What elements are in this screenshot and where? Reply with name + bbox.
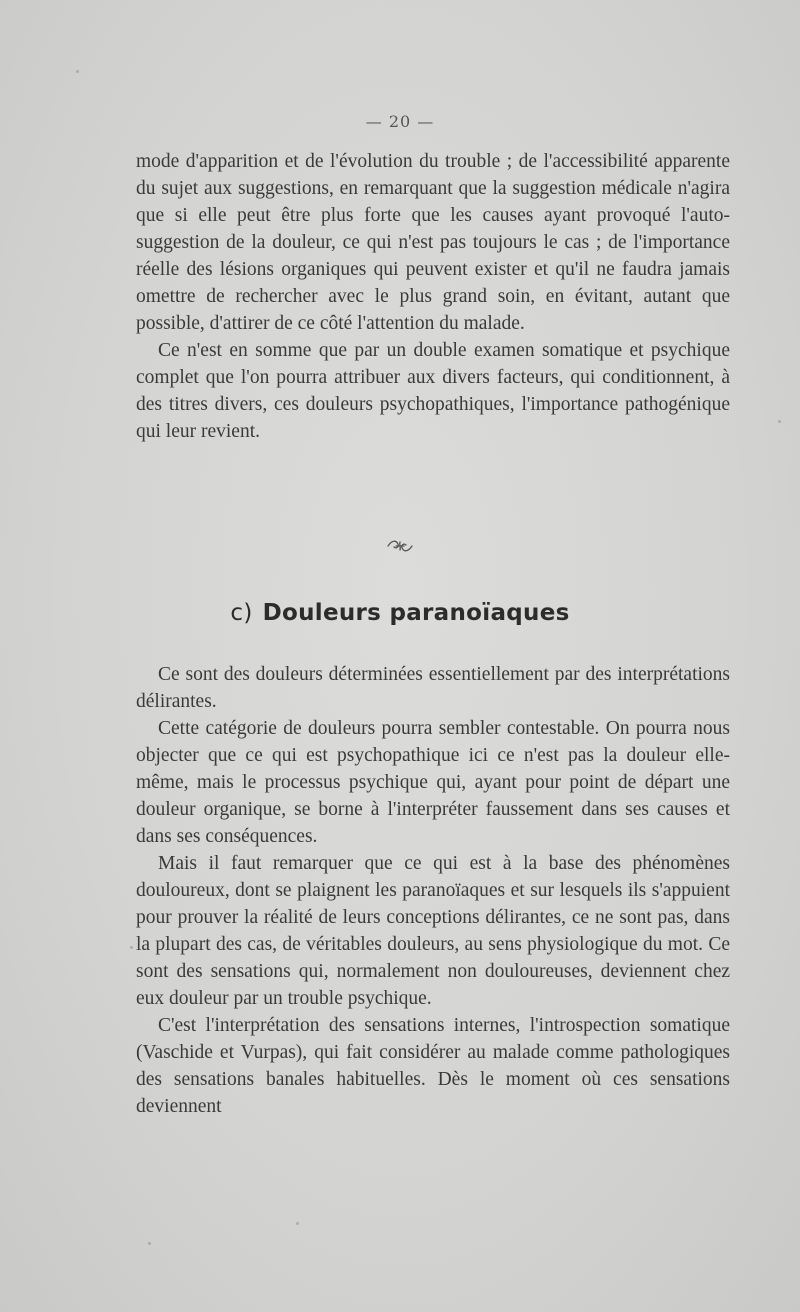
- paper-speck: [130, 946, 133, 949]
- paragraph: Mais il faut remarquer que ce qui est à la base des phénomènes douloureux, dont se plaignent les paranoïaques et sur lesquels ils s'appuient pour prouver la réalité de leurs conceptions délirantes, ce ne sont pas, dans la plupart des cas, de véritables douleurs, au sens physiologique du mot. Ce sont des sensations qui, normalement non douloureuses, deviennent chez eux douleur par un trouble psychique.: [136, 853, 730, 1009]
- paragraph: mode d'apparition et de l'évolution du trouble ; de l'accessibilité apparente du sujet aux suggestions, en remarquant que la suggestion médicale n'agira que si elle peut être plus forte que les causes ayant provoqué l'auto-suggestion de la douleur, ce qui n'est pas toujours le cas ; de l'importance réelle des lésions organiques qui peuvent exister et qu'il ne faudra jamais omettre de rechercher avec le plus grand soin, en évitant, autant que possible, d'attirer de ce côté l'attention du malade.: [136, 151, 730, 334]
- page-number: — 20 —: [365, 112, 435, 131]
- section-heading: [0, 600, 800, 626]
- paragraph: Ce sont des douleurs déterminées essentiellement par des interprétations délirantes.: [136, 664, 730, 712]
- paper-speck: [76, 70, 79, 73]
- paper-speck: [296, 1222, 299, 1225]
- fleuron-ornament-icon: [0, 538, 800, 557]
- section-letter: c): [230, 600, 253, 626]
- paragraph: Ce n'est en somme que par un double examen somatique et psychique complet que l'on pourra attribuer aux divers facteurs, qui conditionnent, à des titres divers, ces douleurs psychopathiques, l'importance pathogénique qui leur revient.: [136, 340, 730, 442]
- text-block-paranoiaques: [136, 661, 730, 1120]
- text-block-top: [136, 148, 730, 445]
- paper-speck: [778, 420, 781, 423]
- section-title: Douleurs paranoïaques: [262, 600, 570, 626]
- paper-speck: [148, 1242, 151, 1245]
- paragraph: Cette catégorie de douleurs pourra sembler contestable. On pourra nous objecter que ce qui est psychopathique ici ce n'est pas la douleur elle-même, mais le processus psychique qui, ayant pour point de départ une douleur organique, se borne à l'interpréter faussement dans ses causes et dans ses conséquences.: [136, 718, 730, 847]
- paragraph: C'est l'interprétation des sensations internes, l'introspection somatique (Vaschide et Vurpas), qui fait considérer au malade comme pathologiques des sensations banales habituelles. Dès le moment où ces sensations deviennent: [136, 1015, 730, 1117]
